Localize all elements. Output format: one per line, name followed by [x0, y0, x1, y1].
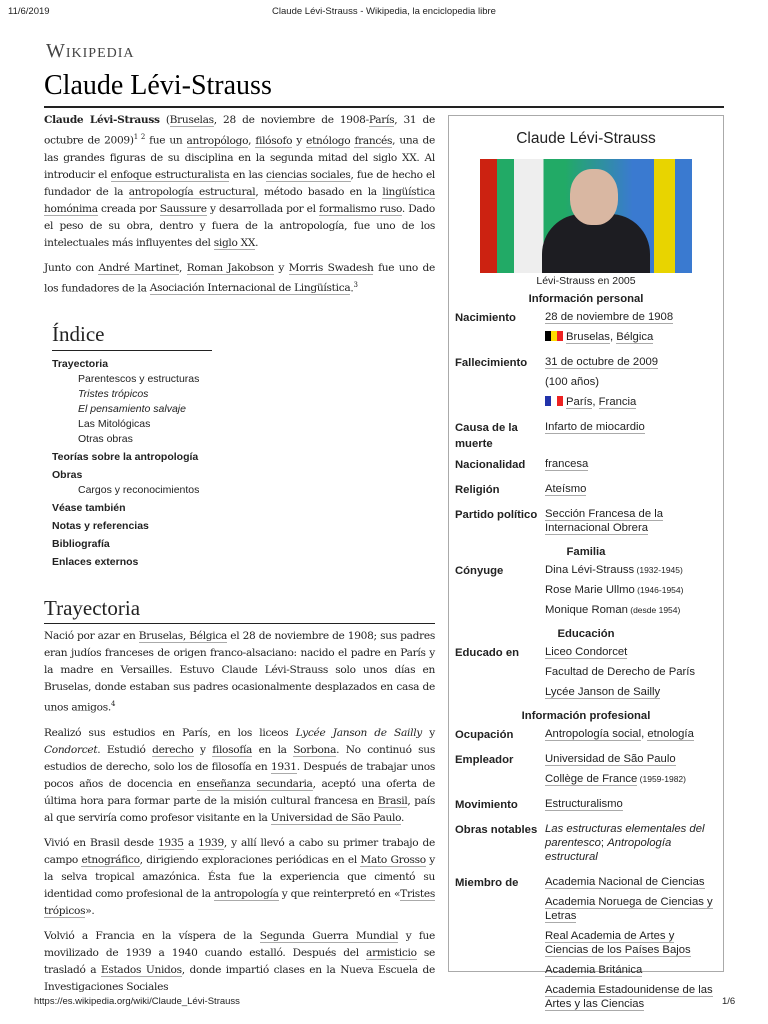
section-heading-trayectoria: Trayectoria	[44, 596, 435, 624]
link[interactable]: Estados Unidos	[100, 963, 182, 976]
text: , aceptó una oferta de última hora para formar parte de la misión cultural francesa en	[44, 777, 435, 807]
infobox-section-title: Información profesional	[521, 710, 651, 722]
link[interactable]: Academia Noruega de Ciencias y Letras	[545, 896, 713, 922]
text: fue un	[145, 134, 187, 147]
reference-link[interactable]: 1 2	[133, 133, 145, 141]
link[interactable]: París	[566, 396, 593, 408]
text: , país al que serviría como profesor visitante en la	[44, 794, 435, 824]
toc-item[interactable]: Obras	[52, 469, 83, 481]
text: creada por	[97, 202, 160, 215]
text: (1959-1982)	[637, 774, 686, 784]
link[interactable]: Academia Estadounidense de las Artes y las Ciencias	[545, 984, 713, 1010]
text: en las	[229, 168, 267, 181]
text: . No continuó sus estudios de derecho, solo los de filosofía en	[44, 743, 435, 773]
link[interactable]: Francia	[598, 396, 637, 408]
infobox-row	[455, 727, 717, 747]
infobox-section-title: Educación	[557, 628, 615, 640]
link[interactable]: etnología	[647, 728, 694, 740]
link[interactable]: francés	[354, 134, 393, 147]
link[interactable]: ciencias sociales	[266, 168, 351, 181]
link[interactable]: Antropología social	[545, 728, 642, 740]
text: y fue movilizado de 1939 a 1940 cuando estalló. Después del	[44, 929, 435, 959]
wikipedia-logo[interactable]: Wikipedia	[46, 40, 135, 62]
text: fue uno de los fundadores de la	[44, 261, 435, 295]
text: Junto con	[44, 261, 99, 274]
text: , método basado en la	[255, 185, 383, 198]
paragraph	[44, 112, 435, 252]
text: y que reinterpretó en «	[278, 887, 401, 900]
infobox-value	[545, 797, 717, 817]
text: , 28 de noviembre de 1908-	[213, 114, 369, 126]
text: , 31 de octubre de 2009)	[44, 114, 435, 147]
text: ,	[592, 396, 599, 408]
link[interactable]: Bruselas, Bélgica	[138, 630, 228, 642]
link[interactable]: Lycée Janson de Sailly	[545, 686, 661, 698]
infobox-section-title: Familia	[566, 546, 606, 558]
link[interactable]: Estructuralismo	[545, 798, 623, 810]
infobox-row	[455, 457, 717, 477]
text: (1946-1954)	[634, 585, 684, 595]
link[interactable]: lingüística homónima	[44, 185, 435, 215]
infobox-row	[455, 875, 717, 1017]
text: Rose Marie Ullmo	[545, 584, 635, 596]
link[interactable]: enseñanza secundaria	[196, 777, 313, 790]
link[interactable]: francesa	[545, 458, 589, 470]
link[interactable]: 1931	[270, 760, 297, 773]
toc-title: Índice	[52, 322, 212, 351]
infobox-label: Religión	[455, 484, 500, 496]
text: Facultad de Derecho de París	[545, 666, 696, 678]
text: y la selva tropical amazónica. Ésta fue la experiencia que cimentó su identidad como profesional de la	[44, 853, 435, 900]
text: Nació por azar en	[44, 630, 139, 642]
link[interactable]: Bélgica	[616, 331, 654, 343]
toc-item[interactable]: Las Mitológicas	[78, 418, 151, 430]
image-caption: Lévi-Strauss en 2005	[536, 275, 636, 287]
toc-item[interactable]: Tristes trópicos	[78, 388, 149, 400]
link[interactable]: André Martinet	[98, 261, 180, 274]
text: Volvió a Francia en la víspera de la	[44, 929, 260, 942]
infobox-value	[545, 355, 717, 415]
text: , dirigiendo exploraciones periódicas en el	[139, 853, 361, 866]
text: . Dado el peso de su obra, dentro y fuera de la antropología, fue uno de los intelectuales más influyentes del	[44, 202, 436, 249]
link[interactable]: Infarto de miocardio	[545, 421, 645, 433]
text: y desarrollada por el	[206, 202, 319, 215]
text: .	[255, 236, 259, 249]
toc-item[interactable]: Teorías sobre la antropología	[52, 451, 199, 463]
infobox-value	[545, 822, 717, 870]
infobox-value	[545, 563, 717, 623]
infobox-label: Nacionalidad	[455, 459, 526, 471]
table-of-contents	[52, 322, 212, 570]
link[interactable]: antropología estructural	[128, 185, 256, 198]
print-title: Claude Lévi-Strauss - Wikipedia, la enciclopedia libre	[272, 6, 496, 17]
infobox-label: Miembro de	[455, 877, 519, 889]
infobox-label: Fallecimiento	[455, 357, 528, 369]
link[interactable]: etnográfico	[81, 853, 140, 866]
link[interactable]: Liceo Condorcet	[545, 646, 628, 658]
text: Condorcet	[44, 743, 98, 756]
link[interactable]: París	[368, 114, 395, 126]
paragraph	[44, 260, 435, 298]
infobox-label: Causa de la muerte	[455, 422, 518, 450]
link[interactable]: armisticio	[366, 946, 417, 959]
text: ;	[600, 837, 608, 849]
infobox-value	[545, 727, 717, 747]
text: Lycée Janson de Sailly	[295, 726, 422, 739]
text: Realizó sus estudios en París, en los liceos	[44, 726, 296, 739]
link[interactable]: formalismo ruso	[318, 202, 402, 215]
link[interactable]: Ateísmo	[545, 483, 587, 495]
infobox-row	[455, 822, 717, 870]
text: Las estructuras elementales del parentesco	[545, 823, 705, 849]
link[interactable]: Collège de France	[545, 773, 638, 785]
text: ,	[248, 134, 256, 147]
link[interactable]: etnólogo	[306, 134, 351, 147]
link[interactable]: Tristes trópicos	[44, 887, 435, 917]
footer-url: https://es.wikipedia.org/wiki/Claude_Lévi-Strauss	[34, 996, 240, 1007]
infobox-row	[455, 420, 717, 452]
text: Claude Lévi-Strauss	[44, 114, 160, 126]
link[interactable]: siglo XX	[213, 236, 256, 249]
infobox-value	[545, 645, 717, 705]
link[interactable]: Segunda Guerra Mundial	[259, 929, 399, 942]
print-date: 11/6/2019	[8, 6, 50, 17]
infobox-row	[455, 797, 717, 817]
text: Dina Lévi-Strauss	[545, 564, 635, 576]
infobox-label: Empleador	[455, 754, 514, 766]
infobox-value	[545, 482, 717, 502]
infobox-value	[545, 420, 717, 452]
link[interactable]: Sorbona	[293, 743, 337, 756]
infobox-value	[545, 875, 717, 1017]
infobox-value	[545, 507, 717, 541]
text: . Estudió	[97, 743, 153, 756]
link[interactable]: 1935	[157, 836, 184, 849]
link[interactable]: Academia Británica	[545, 964, 643, 976]
link[interactable]: Bruselas	[566, 331, 610, 343]
link[interactable]: 1939	[198, 836, 224, 849]
text: ,	[609, 331, 617, 343]
text: . Después de trabajar unos pocos años de docencia en	[44, 760, 435, 790]
infobox-value	[545, 457, 717, 477]
link[interactable]: Asociación Internacional de Lingüística	[149, 282, 351, 295]
link[interactable]: filosofía	[212, 743, 253, 756]
text: (	[159, 114, 170, 126]
infobox-label: Cónyuge	[455, 565, 504, 577]
text: ,	[179, 261, 187, 274]
title-divider	[44, 106, 724, 108]
infobox-section-title: Información personal	[528, 293, 644, 305]
text: Vivió en Brasil desde	[44, 836, 158, 849]
link[interactable]: Academia Nacional de Ciencias	[545, 876, 705, 888]
link[interactable]: antropología	[213, 887, 279, 900]
paragraph	[44, 835, 435, 920]
text: ».	[85, 904, 95, 917]
text: , donde impartió clases en la Nueva Escuela de Investigaciones Sociales	[44, 963, 435, 993]
reference-link[interactable]: 3	[353, 280, 358, 289]
link[interactable]: derecho	[152, 743, 194, 756]
link[interactable]: Saussure	[159, 202, 207, 215]
text: en la	[252, 743, 294, 756]
infobox-name: Claude Lévi-Strauss	[516, 130, 656, 147]
text: y	[273, 261, 289, 274]
text: Antropología estructural	[545, 837, 672, 863]
infobox-row	[455, 645, 717, 705]
text: el 28 de noviembre de 1908; sus padres eran judíos franceses de origen franco-alsaciano: nacido el padre en París y la madre en Versailles. Estuvo Claude Lévi-Strauss solo unos días en Bruselas, donde estaban sus padres ocasionalmente desplazados en casa de unos amigos.	[44, 630, 436, 714]
link[interactable]: Mato Grosso	[360, 853, 426, 866]
infobox-label: Partido político	[455, 509, 538, 521]
page-title: Claude Lévi-Strauss	[44, 70, 272, 101]
toc-item[interactable]: Cargos y reconocimientos	[78, 484, 200, 496]
text: y	[193, 743, 213, 756]
text: .	[350, 282, 354, 295]
infobox	[448, 115, 724, 1010]
text: y	[292, 134, 307, 147]
infobox-row	[455, 752, 717, 792]
infobox-label: Educado en	[455, 647, 520, 659]
infobox-label: Movimiento	[455, 799, 518, 811]
text: , una de las grandes figuras de su disciplina en la segunda mitad del siglo XX. Al introducir el	[44, 134, 435, 181]
infobox-row	[455, 482, 717, 502]
toc-item[interactable]: Trayectoria	[52, 358, 109, 370]
toc-item[interactable]: Véase también	[52, 502, 126, 514]
infobox-row	[455, 563, 717, 623]
link[interactable]: enfoque estructuralista	[110, 168, 230, 181]
toc-item[interactable]: Otras obras	[78, 433, 133, 445]
link[interactable]: 31 de octubre de 2009	[545, 356, 659, 368]
portrait-image[interactable]	[480, 159, 692, 273]
toc-item[interactable]: Notas y referencias	[52, 520, 149, 532]
text: (100 años)	[545, 376, 600, 388]
text: ,	[641, 728, 648, 740]
belgium-flag-icon	[545, 331, 563, 341]
infobox-row	[455, 355, 717, 415]
infobox-value	[545, 310, 717, 350]
france-flag-icon	[545, 396, 563, 406]
link[interactable]: Morris Swadesh	[288, 261, 374, 274]
text: y	[421, 726, 435, 739]
link[interactable]: Bruselas	[169, 114, 214, 126]
page-number: 1/6	[722, 996, 736, 1007]
text: , fue de hecho el fundador de la	[44, 168, 436, 198]
link[interactable]: filósofo	[255, 134, 293, 147]
link[interactable]: Brasil	[377, 794, 408, 807]
intro-text	[44, 112, 435, 305]
link[interactable]: 28 de noviembre de 1908	[545, 311, 674, 323]
toc-item[interactable]: El pensamiento salvaje	[78, 403, 186, 415]
text: , y allí llevó a cabo su primer trabajo de campo	[44, 836, 436, 866]
infobox-row	[455, 310, 717, 350]
link[interactable]: Real Academia de Artes y Ciencias de los Países Bajos	[545, 930, 691, 956]
link[interactable]: Roman Jakobson	[186, 261, 274, 274]
paragraph	[44, 725, 435, 827]
text: a	[183, 836, 199, 849]
infobox-row	[455, 507, 717, 541]
toc-item[interactable]: Parentescos y estructuras	[78, 373, 200, 385]
infobox-label: Nacimiento	[455, 312, 516, 324]
link[interactable]: antropólogo	[186, 134, 249, 147]
link[interactable]: Universidad de São Paulo	[270, 811, 402, 824]
link[interactable]: Sección Francesa de la Internacional Obrera	[545, 508, 664, 534]
text: (1932-1945)	[634, 565, 683, 575]
toc-item[interactable]: Enlaces externos	[52, 556, 139, 568]
infobox-label: Ocupación	[455, 729, 514, 741]
section-text	[44, 628, 435, 1004]
text: se trasladó a	[44, 946, 435, 976]
infobox-label: Obras notables	[455, 824, 538, 836]
reference-link[interactable]: 4	[110, 700, 116, 708]
infobox-value	[545, 752, 717, 792]
paragraph	[44, 928, 435, 996]
text: Monique Roman	[545, 604, 628, 616]
paragraph	[44, 628, 435, 717]
text: (desde 1954)	[627, 605, 681, 615]
link[interactable]: Universidad de São Paulo	[545, 753, 676, 765]
toc-item[interactable]: Bibliografía	[52, 538, 110, 550]
text: .	[401, 811, 405, 824]
